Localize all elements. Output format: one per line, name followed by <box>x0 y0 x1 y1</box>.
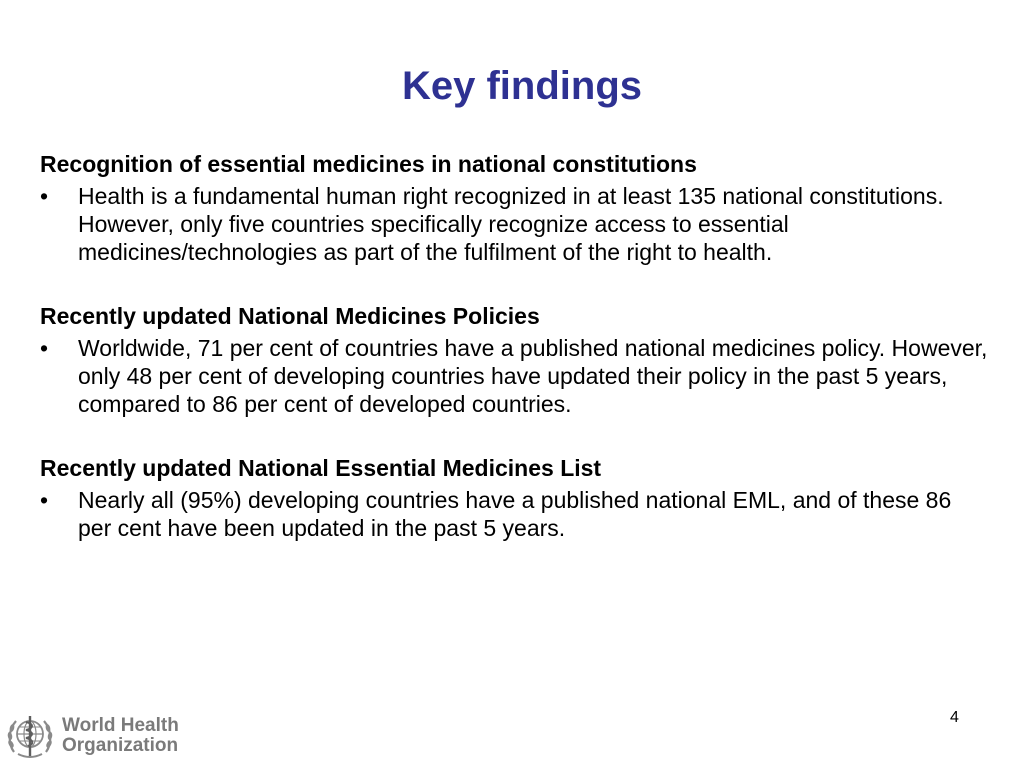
logo-line-1: World Health <box>62 715 179 736</box>
who-emblem-icon <box>4 710 56 762</box>
page-number: 4 <box>950 709 959 726</box>
section-medicines-policies <box>40 302 990 418</box>
bullet-text: Worldwide, 71 per cent of countries have a published national medicines policy. However, only 48 per cent of developing countries have updated their policy in the past 5 years, compared to 86 per cent of developed countries. <box>78 335 988 417</box>
section-heading: Recently updated National Essential Medicines List <box>40 455 602 481</box>
section-constitutions <box>40 150 990 266</box>
section-essential-medicines-list <box>40 454 990 542</box>
logo-line-2: Organization <box>62 735 179 756</box>
section-heading: Recently updated National Medicines Policies <box>40 303 540 329</box>
bullet-icon: • <box>40 183 49 209</box>
bullet-item <box>40 486 990 542</box>
bullet-text: Nearly all (95%) developing countries have a published national EML, and of these 86 per cent have been updated in the past 5 years. <box>78 487 952 541</box>
slide-content <box>40 150 990 578</box>
bullet-icon: • <box>40 335 49 361</box>
section-heading: Recognition of essential medicines in national constitutions <box>40 151 697 177</box>
bullet-item <box>40 182 990 266</box>
bullet-icon: • <box>40 487 49 513</box>
who-logo-text <box>62 716 179 756</box>
bullet-text: Health is a fundamental human right recognized in at least 135 national constitutions. However, only five countries specifically recognize access to essential medicines/technologies as part of the fulfilment of the right to health. <box>78 183 944 265</box>
bullet-item <box>40 334 990 418</box>
slide-title: Key findings <box>401 64 643 108</box>
who-logo <box>4 710 179 762</box>
